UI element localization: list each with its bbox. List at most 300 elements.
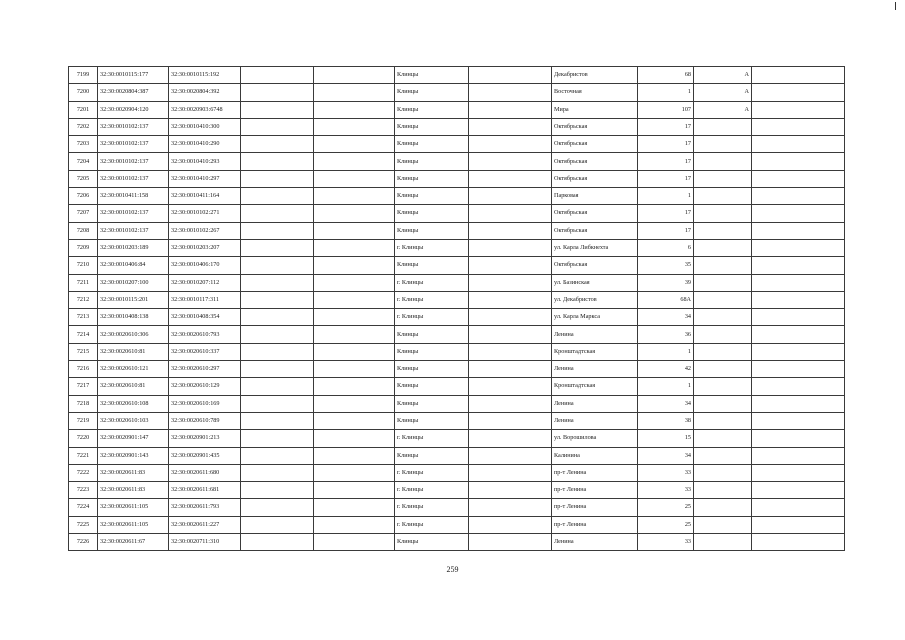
letter-cell [694,361,752,378]
house-number-cell: 1 [638,343,694,360]
house-number-cell: 34 [638,309,694,326]
blank-cell [314,464,395,481]
table-row [69,482,845,499]
house-number-cell: 25 [638,516,694,533]
blank-cell [469,257,552,274]
table-row [69,170,845,187]
house-number-cell: 1 [638,84,694,101]
blank-cell [314,482,395,499]
row-number-cell: 7209 [69,239,98,256]
building-cadastral-cell: 32:30:0020610:129 [169,378,241,395]
letter-cell [694,136,752,153]
land-cadastral-cell: 32:30:0010102:137 [98,136,169,153]
street-cell: Ленина [552,395,638,412]
letter-cell [694,257,752,274]
house-number-cell: 35 [638,257,694,274]
building-cadastral-cell: 32:30:0010117:311 [169,291,241,308]
letter-cell [694,464,752,481]
house-number-cell: 68 [638,67,694,84]
letter-cell: А [694,67,752,84]
house-number-cell: 17 [638,136,694,153]
blank-cell [241,222,314,239]
blank-cell [241,205,314,222]
blank-cell [752,326,845,343]
land-cadastral-cell: 32:30:0020610:306 [98,326,169,343]
house-number-cell: 1 [638,188,694,205]
blank-cell [752,67,845,84]
blank-cell [752,343,845,360]
letter-cell [694,153,752,170]
building-cadastral-cell: 32:30:0020610:169 [169,395,241,412]
land-cadastral-cell: 32:30:0010102:137 [98,222,169,239]
blank-cell [314,447,395,464]
blank-cell [241,257,314,274]
street-cell: Парковая [552,188,638,205]
city-cell: г. Клинцы [395,482,469,499]
row-number-cell: 7217 [69,378,98,395]
blank-cell [752,499,845,516]
city-cell: Клинцы [395,534,469,551]
building-cadastral-cell: 32:30:0010410:293 [169,153,241,170]
street-cell: Ленина [552,534,638,551]
row-number-cell: 7210 [69,257,98,274]
house-number-cell: 15 [638,430,694,447]
blank-cell [469,118,552,135]
house-number-cell: 34 [638,447,694,464]
blank-cell [469,412,552,429]
page-edge-mark [895,2,896,10]
building-cadastral-cell: 32:30:0010115:192 [169,67,241,84]
blank-cell [752,395,845,412]
land-cadastral-cell: 32:30:0020611:83 [98,482,169,499]
table-row [69,257,845,274]
table-row [69,188,845,205]
land-cadastral-cell: 32:30:0020610:108 [98,395,169,412]
city-cell: г. Клинцы [395,516,469,533]
row-number-cell: 7215 [69,343,98,360]
blank-cell [314,309,395,326]
blank-cell [314,84,395,101]
row-number-cell: 7204 [69,153,98,170]
land-cadastral-cell: 32:30:0020901:147 [98,430,169,447]
blank-cell [241,430,314,447]
page-number: 259 [446,565,459,574]
house-number-cell: 107 [638,101,694,118]
blank-cell [241,291,314,308]
row-number-cell: 7202 [69,118,98,135]
street-cell: Октябрьская [552,170,638,187]
street-cell: Калинина [552,447,638,464]
blank-cell [241,101,314,118]
row-number-cell: 7199 [69,67,98,84]
letter-cell [694,118,752,135]
blank-cell [752,534,845,551]
house-number-cell: 68А [638,291,694,308]
building-cadastral-cell: 32:30:0020901:435 [169,447,241,464]
row-number-cell: 7224 [69,499,98,516]
city-cell: Клинцы [395,378,469,395]
table-row [69,84,845,101]
building-cadastral-cell: 32:30:0020804:392 [169,84,241,101]
city-cell: Клинцы [395,326,469,343]
house-number-cell: 42 [638,361,694,378]
street-cell: пр-т Ленина [552,482,638,499]
blank-cell [752,378,845,395]
house-number-cell: 17 [638,153,694,170]
row-number-cell: 7206 [69,188,98,205]
table-row [69,343,845,360]
letter-cell: А [694,84,752,101]
city-cell: Клинцы [395,343,469,360]
row-number-cell: 7221 [69,447,98,464]
blank-cell [469,136,552,153]
table-row [69,447,845,464]
street-cell: пр-т Ленина [552,516,638,533]
street-cell: Ленина [552,412,638,429]
blank-cell [469,482,552,499]
building-cadastral-cell: 32:30:0010410:300 [169,118,241,135]
blank-cell [314,430,395,447]
table-row [69,534,845,551]
blank-cell [241,361,314,378]
table-row [69,205,845,222]
house-number-cell: 1 [638,378,694,395]
building-cadastral-cell: 32:30:0010203:207 [169,239,241,256]
house-number-cell: 33 [638,482,694,499]
street-cell: Октябрьская [552,136,638,153]
street-cell: Мира [552,101,638,118]
letter-cell [694,274,752,291]
city-cell: г. Клинцы [395,274,469,291]
letter-cell [694,534,752,551]
blank-cell [241,153,314,170]
street-cell: ул. Карла Либкнехта [552,239,638,256]
blank-cell [469,447,552,464]
blank-cell [314,222,395,239]
table-row [69,499,845,516]
row-number-cell: 7205 [69,170,98,187]
blank-cell [469,222,552,239]
blank-cell [241,239,314,256]
building-cadastral-cell: 32:30:0020610:337 [169,343,241,360]
city-cell: Клинцы [395,447,469,464]
blank-cell [752,153,845,170]
blank-cell [752,412,845,429]
land-cadastral-cell: 32:30:0020901:143 [98,447,169,464]
row-number-cell: 7207 [69,205,98,222]
blank-cell [314,205,395,222]
street-cell: Кронштадтская [552,343,638,360]
letter-cell [694,326,752,343]
letter-cell [694,188,752,205]
land-cadastral-cell: 32:30:0020610:81 [98,343,169,360]
table-row [69,412,845,429]
table-row [69,395,845,412]
blank-cell [469,430,552,447]
blank-cell [469,361,552,378]
house-number-cell: 25 [638,499,694,516]
blank-cell [314,343,395,360]
blank-cell [314,516,395,533]
blank-cell [241,170,314,187]
row-number-cell: 7203 [69,136,98,153]
blank-cell [469,464,552,481]
table-row [69,222,845,239]
house-number-cell: 39 [638,274,694,291]
street-cell: ул. Карла Маркса [552,309,638,326]
blank-cell [314,326,395,343]
table-row [69,153,845,170]
table-row [69,136,845,153]
blank-cell [241,395,314,412]
blank-cell [752,222,845,239]
blank-cell [469,153,552,170]
table-row [69,430,845,447]
blank-cell [752,257,845,274]
street-cell: ул. Декабристов [552,291,638,308]
land-cadastral-cell: 32:30:0010102:137 [98,118,169,135]
table-row [69,291,845,308]
row-number-cell: 7214 [69,326,98,343]
land-cadastral-cell: 32:30:0020611:67 [98,534,169,551]
blank-cell [314,412,395,429]
house-number-cell: 17 [638,118,694,135]
table-row [69,239,845,256]
row-number-cell: 7223 [69,482,98,499]
land-cadastral-cell: 32:30:0010411:158 [98,188,169,205]
street-cell: Ленина [552,326,638,343]
blank-cell [241,534,314,551]
house-number-cell: 38 [638,412,694,429]
blank-cell [241,482,314,499]
house-number-cell: 33 [638,464,694,481]
blank-cell [752,291,845,308]
blank-cell [469,84,552,101]
city-cell: г. Клинцы [395,309,469,326]
blank-cell [469,499,552,516]
letter-cell [694,378,752,395]
row-number-cell: 7211 [69,274,98,291]
building-cadastral-cell: 32:30:0010102:267 [169,222,241,239]
land-cadastral-cell: 32:30:0020904:120 [98,101,169,118]
building-cadastral-cell: 32:30:0010207:112 [169,274,241,291]
row-number-cell: 7212 [69,291,98,308]
blank-cell [752,309,845,326]
building-cadastral-cell: 32:30:0020610:793 [169,326,241,343]
land-cadastral-cell: 32:30:0010102:137 [98,205,169,222]
city-cell: Клинцы [395,257,469,274]
city-cell: Клинцы [395,101,469,118]
blank-cell [241,343,314,360]
blank-cell [314,499,395,516]
blank-cell [469,343,552,360]
blank-cell [469,170,552,187]
row-number-cell: 7219 [69,412,98,429]
building-cadastral-cell: 32:30:0010406:170 [169,257,241,274]
letter-cell [694,222,752,239]
blank-cell [314,170,395,187]
blank-cell [241,499,314,516]
blank-cell [241,118,314,135]
street-cell: пр-т Ленина [552,464,638,481]
city-cell: г. Клинцы [395,499,469,516]
letter-cell [694,412,752,429]
building-cadastral-cell: 32:30:0010410:290 [169,136,241,153]
row-number-cell: 7218 [69,395,98,412]
blank-cell [314,188,395,205]
blank-cell [241,188,314,205]
letter-cell [694,430,752,447]
table-row [69,67,845,84]
blank-cell [469,101,552,118]
blank-cell [469,395,552,412]
city-cell: Клинцы [395,205,469,222]
building-cadastral-cell: 32:30:0010411:164 [169,188,241,205]
row-number-cell: 7216 [69,361,98,378]
city-cell: Клинцы [395,153,469,170]
blank-cell [314,395,395,412]
street-cell: Октябрьская [552,118,638,135]
city-cell: Клинцы [395,170,469,187]
blank-cell [241,274,314,291]
table-row [69,464,845,481]
building-cadastral-cell: 32:30:0010410:297 [169,170,241,187]
letter-cell [694,291,752,308]
blank-cell [314,291,395,308]
blank-cell [241,412,314,429]
street-cell: пр-т Ленина [552,499,638,516]
building-cadastral-cell: 32:30:0020610:789 [169,412,241,429]
house-number-cell: 33 [638,534,694,551]
blank-cell [752,482,845,499]
city-cell: Клинцы [395,118,469,135]
blank-cell [241,447,314,464]
blank-cell [752,464,845,481]
blank-cell [469,516,552,533]
street-cell: Ленина [552,361,638,378]
land-cadastral-cell: 32:30:0020610:81 [98,378,169,395]
street-cell: Октябрьская [552,153,638,170]
blank-cell [241,464,314,481]
blank-cell [752,361,845,378]
building-cadastral-cell: 32:30:0020611:680 [169,464,241,481]
house-number-cell: 36 [638,326,694,343]
blank-cell [314,239,395,256]
land-cadastral-cell: 32:30:0010207:100 [98,274,169,291]
blank-cell [469,326,552,343]
table-row [69,516,845,533]
blank-cell [314,274,395,291]
blank-cell [314,101,395,118]
blank-cell [752,118,845,135]
blank-cell [314,136,395,153]
street-cell: Октябрьская [552,205,638,222]
blank-cell [752,84,845,101]
blank-cell [241,378,314,395]
blank-cell [469,291,552,308]
registry-table [68,66,845,551]
land-cadastral-cell: 32:30:0010408:138 [98,309,169,326]
blank-cell [752,188,845,205]
letter-cell [694,482,752,499]
table-row [69,309,845,326]
land-cadastral-cell: 32:30:0020611:83 [98,464,169,481]
city-cell: Клинцы [395,84,469,101]
table-row [69,101,845,118]
street-cell: Октябрьская [552,222,638,239]
building-cadastral-cell: 32:30:0010408:354 [169,309,241,326]
table-row [69,361,845,378]
city-cell: г. Клинцы [395,464,469,481]
city-cell: Клинцы [395,412,469,429]
land-cadastral-cell: 32:30:0020610:103 [98,412,169,429]
blank-cell [752,170,845,187]
row-number-cell: 7225 [69,516,98,533]
blank-cell [469,205,552,222]
letter-cell [694,170,752,187]
building-cadastral-cell: 32:30:0020901:213 [169,430,241,447]
building-cadastral-cell: 32:30:0020610:297 [169,361,241,378]
street-cell: Кронштадтская [552,378,638,395]
letter-cell [694,499,752,516]
blank-cell [469,534,552,551]
building-cadastral-cell: 32:30:0020611:227 [169,516,241,533]
letter-cell [694,447,752,464]
blank-cell [314,153,395,170]
blank-cell [752,430,845,447]
blank-cell [314,534,395,551]
city-cell: Клинцы [395,222,469,239]
blank-cell [241,516,314,533]
city-cell: Клинцы [395,188,469,205]
letter-cell [694,516,752,533]
letter-cell [694,343,752,360]
blank-cell [314,67,395,84]
blank-cell [752,274,845,291]
blank-cell [314,361,395,378]
city-cell: Клинцы [395,395,469,412]
street-cell: ул. Базинская [552,274,638,291]
table-row [69,118,845,135]
house-number-cell: 17 [638,205,694,222]
blank-cell [241,136,314,153]
building-cadastral-cell: 32:30:0020711:310 [169,534,241,551]
land-cadastral-cell: 32:30:0010102:137 [98,153,169,170]
row-number-cell: 7213 [69,309,98,326]
city-cell: г. Клинцы [395,430,469,447]
blank-cell [752,205,845,222]
city-cell: Клинцы [395,136,469,153]
land-cadastral-cell: 32:30:0020611:105 [98,499,169,516]
registry-body [69,67,845,551]
row-number-cell: 7226 [69,534,98,551]
land-cadastral-cell: 32:30:0010406:84 [98,257,169,274]
row-number-cell: 7200 [69,84,98,101]
blank-cell [241,326,314,343]
table-row [69,326,845,343]
row-number-cell: 7208 [69,222,98,239]
letter-cell [694,395,752,412]
letter-cell [694,309,752,326]
letter-cell [694,239,752,256]
blank-cell [469,188,552,205]
city-cell: г. Клинцы [395,291,469,308]
house-number-cell: 17 [638,222,694,239]
land-cadastral-cell: 32:30:0010115:201 [98,291,169,308]
house-number-cell: 6 [638,239,694,256]
blank-cell [241,67,314,84]
blank-cell [469,309,552,326]
